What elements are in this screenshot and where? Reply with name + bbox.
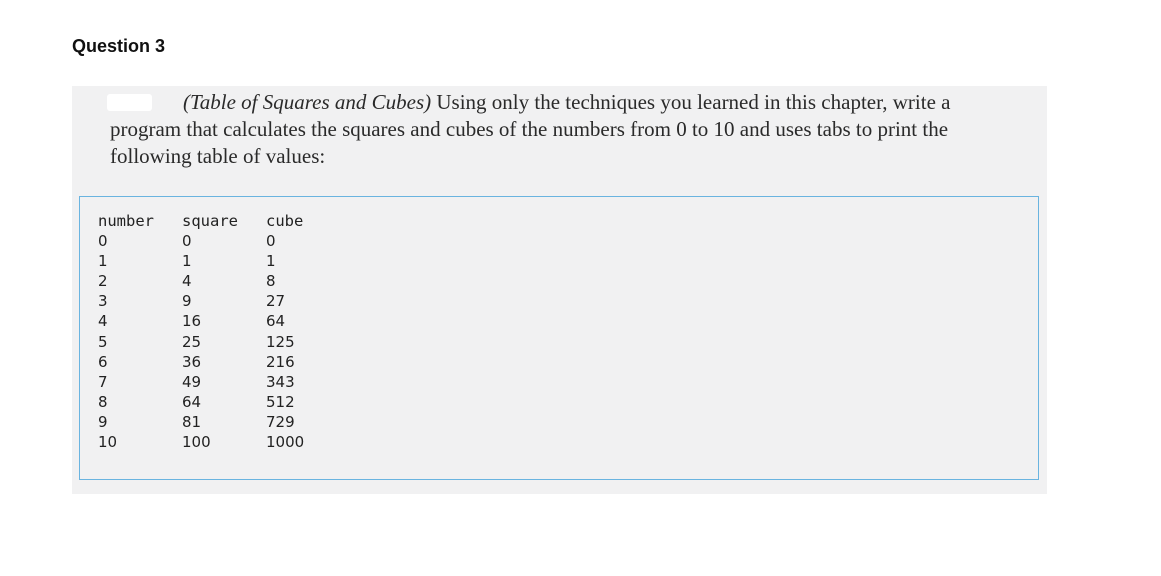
table-row [98,231,326,251]
number-cell: 5 [98,332,108,351]
header-number: number [98,212,154,230]
cube-cell: 1000 [266,433,305,452]
square-cell: 100 [182,433,211,452]
question-panel [72,86,1047,494]
cube-cell: 27 [266,292,286,311]
number-cell: 3 [98,292,108,311]
square-cell: 36 [182,352,202,371]
cube-cell: 343 [266,372,295,391]
table-row [98,432,326,452]
question-prompt [110,89,1010,170]
cube-cell: 125 [266,332,295,351]
header-square: square [182,212,238,230]
exercise-text: Using only the techniques you learned in this chapter, write a program that calculates the squares and cubes of the numbers from 0 to 10 and uses tabs to print the following table of values: [110,90,951,168]
cube-cell: 512 [266,392,295,411]
cube-cell: 8 [266,272,276,291]
square-cell: 64 [182,392,202,411]
table-row [98,352,326,372]
square-cell: 1 [182,252,192,271]
table-row [98,392,326,412]
header-cube: cube [266,212,304,230]
square-cell: 49 [182,372,202,391]
table-header-row [98,211,326,231]
number-cell: 7 [98,372,108,391]
number-cell: 1 [98,252,108,271]
square-cell: 0 [182,232,192,251]
cube-cell: 1 [266,252,276,271]
square-cell: 81 [182,412,202,431]
square-cell: 4 [182,272,192,291]
cube-cell: 64 [266,312,286,331]
number-cell: 8 [98,392,108,411]
table-row [98,372,326,392]
number-cell: 4 [98,312,108,331]
number-cell: 0 [98,232,108,251]
cube-cell: 0 [266,232,276,251]
square-cell: 16 [182,312,202,331]
cube-cell: 729 [266,412,295,431]
question-heading: Question 3 [72,36,166,56]
square-cell: 25 [182,332,202,351]
table-row [98,311,326,331]
table-row [98,412,326,432]
number-cell: 6 [98,352,108,371]
output-box [79,196,1039,480]
number-cell: 2 [98,272,108,291]
number-cell: 10 [98,433,118,452]
table-row [98,332,326,352]
number-cell: 9 [98,412,108,431]
exercise-title: (Table of Squares and Cubes) [183,90,432,114]
square-cell: 9 [182,292,192,311]
cube-cell: 216 [266,352,295,371]
values-table [98,211,326,452]
table-row [98,291,326,311]
table-row [98,251,326,271]
table-row [98,271,326,291]
